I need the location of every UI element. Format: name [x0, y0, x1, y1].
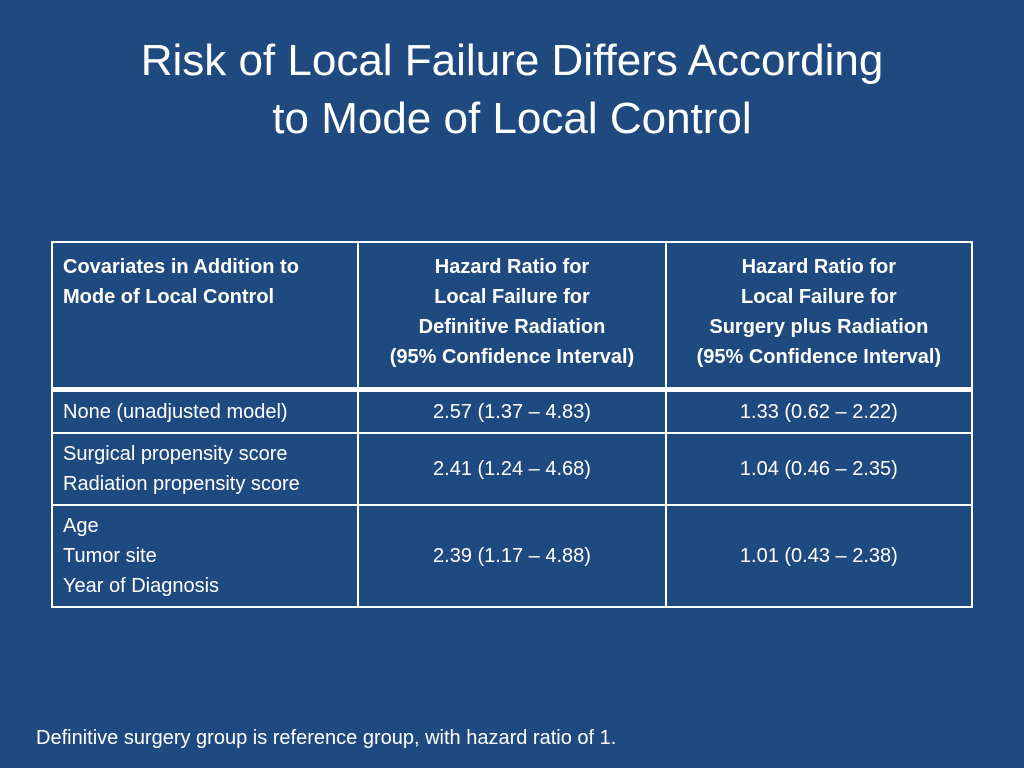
- header-definitive-radiation: [358, 242, 665, 389]
- header-line: Local Failure for: [741, 286, 897, 308]
- header-line: Mode of Local Control: [63, 286, 275, 308]
- table-row: [52, 433, 972, 505]
- covariate-label: Radiation propensity score: [63, 472, 300, 495]
- header-line: (95% Confidence Interval): [696, 346, 942, 368]
- covariate-label: Year of Diagnosis: [63, 574, 220, 597]
- header-surgery-plus-radiation: [666, 242, 972, 389]
- covariate-label: Tumor site: [63, 544, 157, 567]
- header-line: Hazard Ratio for: [741, 256, 897, 278]
- covariate-label: Age: [63, 514, 99, 537]
- slide-title-line: Risk of Local Failure Differs According: [140, 36, 884, 85]
- definitive-radiation-hr-cell: 2.39 (1.17 – 4.88): [358, 505, 665, 607]
- header-line: Local Failure for: [434, 286, 590, 308]
- slide-title-line: to Mode of Local Control: [272, 94, 752, 143]
- definitive-radiation-hr-cell: 2.57 (1.37 – 4.83): [358, 389, 665, 433]
- header-line: Surgery plus Radiation: [709, 316, 929, 338]
- table-header-row: [52, 242, 972, 389]
- header-line: Definitive Radiation: [418, 316, 606, 338]
- covariates-cell: [52, 389, 358, 433]
- definitive-radiation-hr-cell: 2.41 (1.24 – 4.68): [358, 433, 665, 505]
- covariates-cell: [52, 505, 358, 607]
- surgery-plus-radiation-hr-cell: 1.33 (0.62 – 2.22): [666, 389, 972, 433]
- covariates-cell: [52, 433, 358, 505]
- covariate-label: None (unadjusted model): [63, 400, 288, 423]
- header-line: (95% Confidence Interval): [389, 346, 635, 368]
- hazard-ratio-table: [51, 241, 973, 608]
- slide-footnote: Definitive surgery group is reference group, with hazard ratio of 1.: [36, 727, 617, 749]
- table-row: [52, 389, 972, 433]
- header-covariates: [52, 242, 358, 389]
- table-row: [52, 505, 972, 607]
- covariate-label: Surgical propensity score: [63, 442, 288, 465]
- surgery-plus-radiation-hr-cell: 1.04 (0.46 – 2.35): [666, 433, 972, 505]
- surgery-plus-radiation-hr-cell: 1.01 (0.43 – 2.38): [666, 505, 972, 607]
- slide-title: [40, 32, 984, 148]
- header-line: Covariates in Addition to: [63, 256, 299, 278]
- header-line: Hazard Ratio for: [434, 256, 590, 278]
